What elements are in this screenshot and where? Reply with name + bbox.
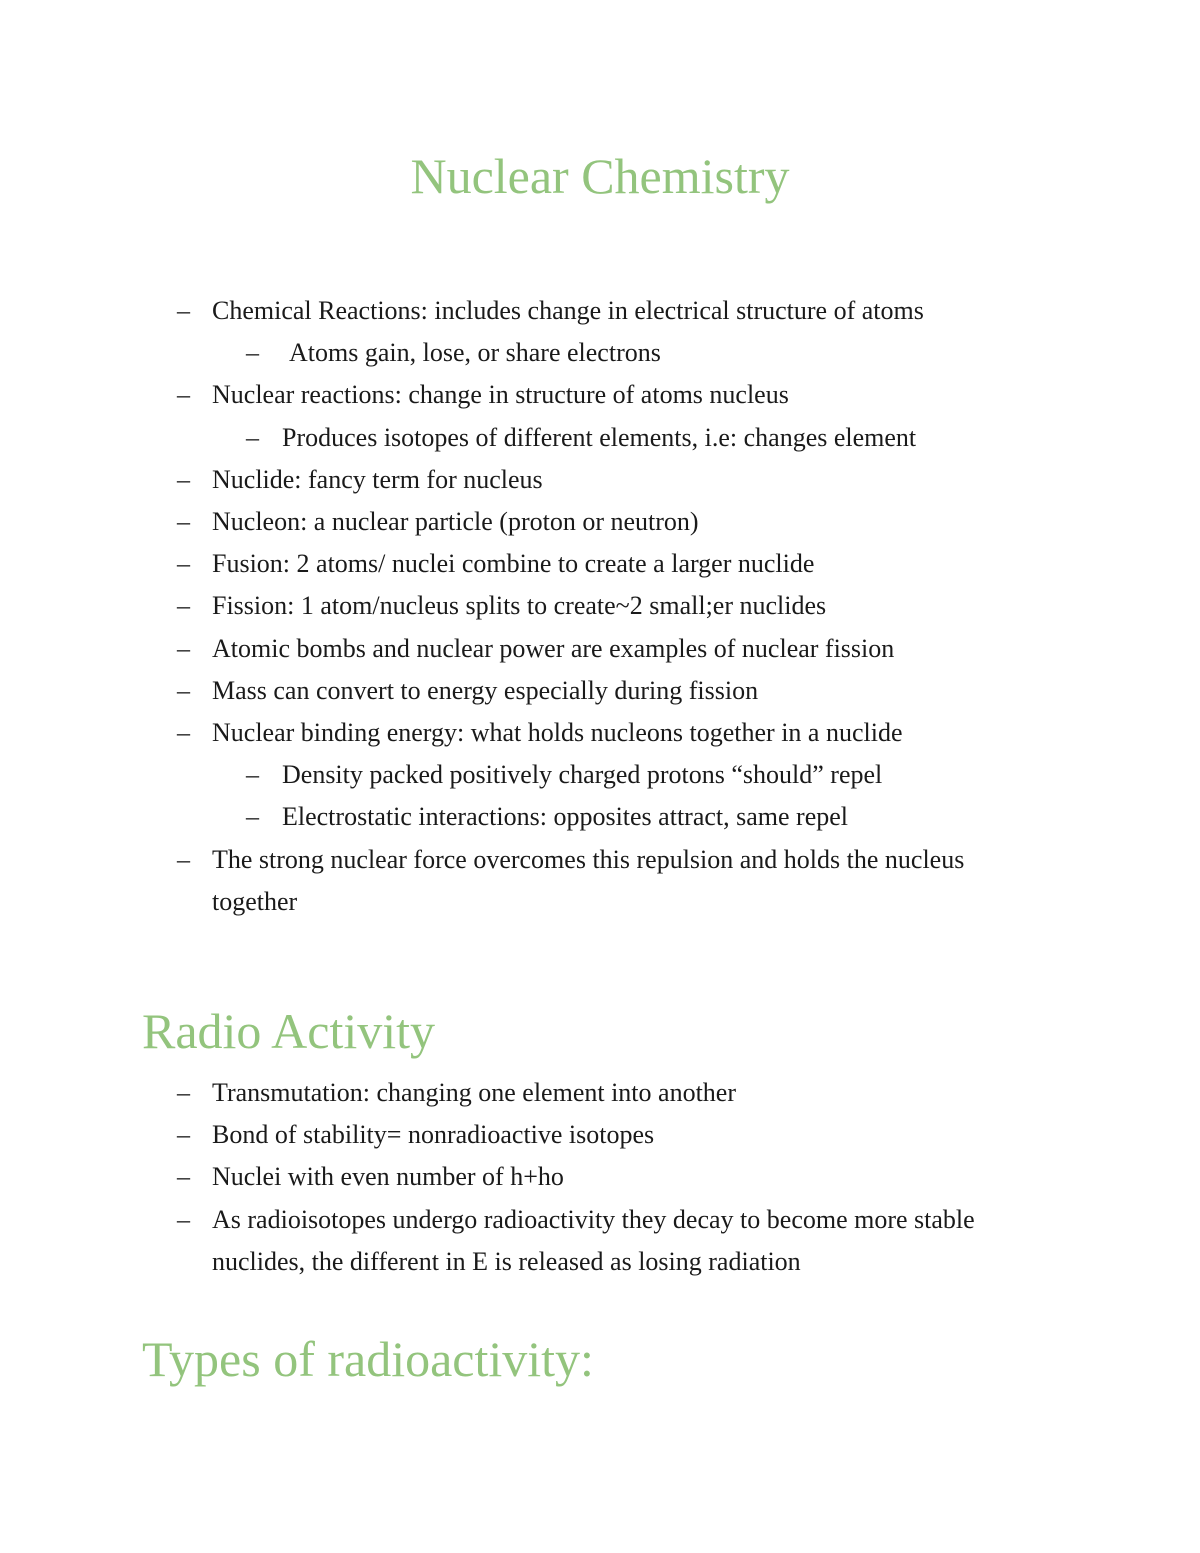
list-item [0, 796, 1200, 838]
dash-bullet-icon: – [177, 844, 190, 874]
list-item-text: Nuclear reactions: change in structure of atoms nucleus [212, 380, 789, 410]
dash-bullet-icon: – [177, 1204, 190, 1234]
dash-bullet-icon: – [177, 1162, 190, 1192]
dash-bullet-icon: – [177, 1120, 190, 1150]
intro-notes-list [0, 290, 1200, 923]
section-heading-radio-activity: Radio Activity [142, 1003, 436, 1059]
dash-bullet-icon: – [177, 464, 190, 494]
list-item-text: Fusion: 2 atoms/ nuclei combine to create a larger nuclide [212, 549, 815, 579]
dash-bullet-icon: – [177, 633, 190, 663]
list-item [0, 417, 1200, 459]
list-item [0, 332, 1200, 374]
dash-bullet-icon: – [246, 338, 259, 368]
list-item-text: Electrostatic interactions: opposites attract, same repel [282, 802, 849, 832]
list-item-text: Produces isotopes of different elements, i.e: changes element [282, 422, 917, 452]
list-item-text: The strong nuclear force overcomes this repulsion and holds the nucleus together [212, 844, 965, 916]
dash-bullet-icon: – [177, 718, 190, 748]
list-item [0, 1114, 1200, 1156]
list-item [0, 1072, 1200, 1114]
list-item-text: Atomic bombs and nuclear power are examples of nuclear fission [212, 633, 895, 663]
radio-activity-notes-list [0, 1072, 1200, 1283]
list-item [0, 501, 1200, 543]
dash-bullet-icon: – [177, 296, 190, 325]
dash-bullet-icon: – [177, 507, 190, 537]
list-item [0, 543, 1200, 585]
dash-bullet-icon: – [177, 380, 190, 410]
list-item-text: Nuclide: fancy term for nucleus [212, 464, 543, 494]
list-item [0, 374, 1200, 416]
dash-bullet-icon: – [177, 675, 190, 705]
list-item [0, 670, 1200, 712]
list-item [0, 628, 1200, 670]
list-item [0, 459, 1200, 501]
dash-bullet-icon: – [246, 760, 259, 790]
list-item-text: Mass can convert to energy especially during fission [212, 675, 759, 705]
list-item-text: Atoms gain, lose, or share electrons [289, 338, 661, 368]
page-title: Nuclear Chemistry [410, 148, 790, 204]
list-item [0, 585, 1200, 627]
dash-bullet-icon: – [246, 422, 259, 452]
list-item-text: Fission: 1 atom/nucleus splits to create~2 small;er nuclides [212, 591, 827, 621]
list-item-text: As radioisotopes undergo radioactivity they decay to become more stable nuclides, the different in E is released as losing radiation [212, 1204, 975, 1276]
list-item-text: Density packed positively charged protons “should” repel [282, 760, 883, 790]
section-heading-types-of-radioactivity: Types of radioactivity: [142, 1331, 594, 1387]
list-item-text: Transmutation: changing one element into another [212, 1078, 736, 1107]
list-item [0, 1199, 1200, 1283]
dash-bullet-icon: – [177, 549, 190, 579]
dash-bullet-icon: – [177, 591, 190, 621]
list-item [0, 712, 1200, 754]
list-item [0, 1156, 1200, 1198]
list-item [0, 839, 1200, 923]
list-item-text: Nucleon: a nuclear particle (proton or neutron) [212, 507, 699, 537]
list-item [0, 290, 1200, 332]
list-item-text: Nuclear binding energy: what holds nucleons together in a nuclide [212, 718, 903, 748]
list-item-text: Chemical Reactions: includes change in electrical structure of atoms [212, 296, 924, 325]
dash-bullet-icon: – [177, 1078, 190, 1107]
dash-bullet-icon: – [246, 802, 259, 832]
list-item-text: Nuclei with even number of h+ho [212, 1162, 564, 1192]
list-item-text: Bond of stability= nonradioactive isotopes [212, 1120, 655, 1150]
list-item [0, 754, 1200, 796]
